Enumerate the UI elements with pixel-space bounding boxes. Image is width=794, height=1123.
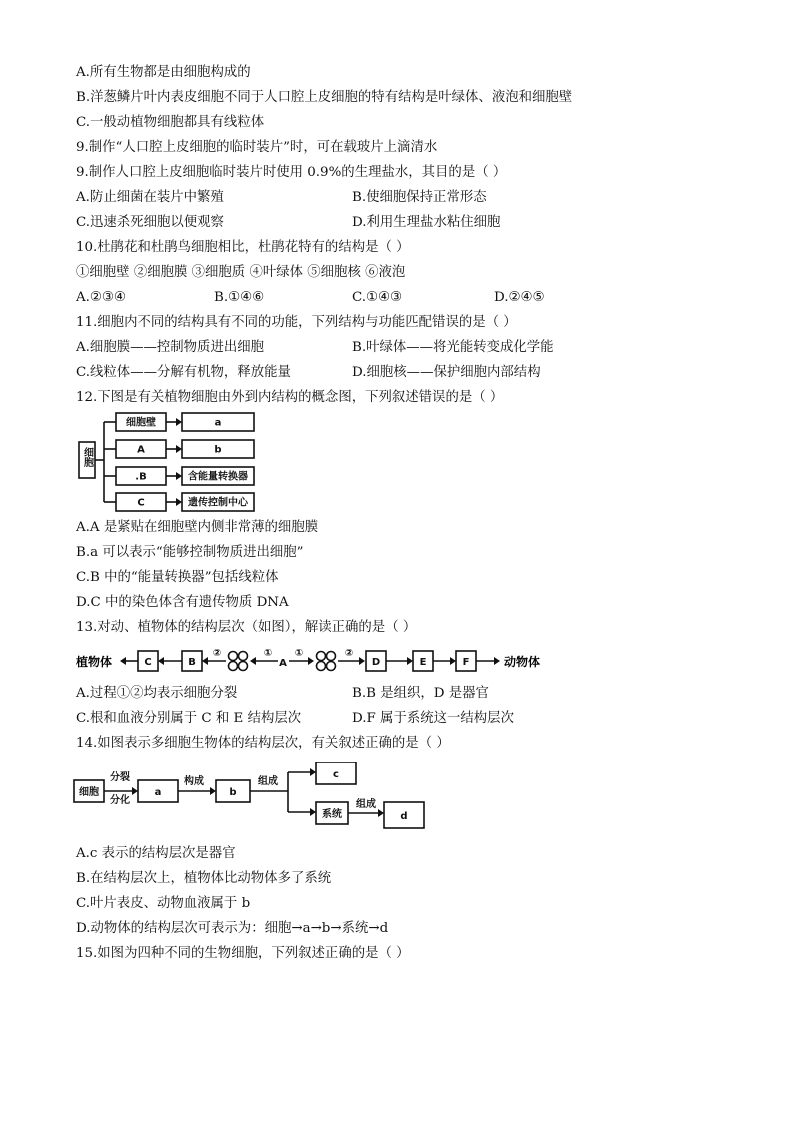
- compose-label: 构成: [184, 776, 204, 787]
- q13-hierarchy-diagram: [76, 644, 556, 678]
- q13-option-a[interactable]: A.过程①②均表示细胞分裂: [76, 686, 238, 701]
- q9-option-a[interactable]: A.防止细菌在装片中繁殖: [76, 190, 224, 205]
- mark-2-left: ②: [212, 648, 222, 659]
- q13-option-c[interactable]: C.根和血液分别属于 C 和 E 结构层次: [76, 711, 302, 726]
- q12-option-c[interactable]: C.B 中的“能量转换器”包括线粒体: [76, 570, 279, 585]
- question-13-stem: 13.对动、植物体的结构层次（如图），解读正确的是（ ）: [76, 620, 417, 635]
- mark-1-right: ①: [294, 648, 304, 659]
- q10-option-a[interactable]: A.②③④: [76, 290, 126, 305]
- q12-option-b[interactable]: B.a 可以表示“能够控制物质进出细胞”: [76, 545, 304, 560]
- box-c-label: C: [144, 657, 152, 668]
- q12-option-d[interactable]: D.C 中的染色体含有遗传物质 DNA: [76, 595, 289, 610]
- question-10-stem: 10.杜鹃花和杜鹃鸟细胞相比，杜鹃花特有的结构是（ ）: [76, 240, 410, 255]
- q10-items: ①细胞壁 ②细胞膜 ③细胞质 ④叶绿体 ⑤细胞核 ⑥液泡: [76, 265, 406, 280]
- q11-option-b[interactable]: B.叶绿体——将光能转变成化学能: [352, 340, 554, 355]
- q11-option-d[interactable]: D.细胞核——保护细胞内部结构: [352, 365, 541, 380]
- q14-hierarchy-diagram: [70, 762, 430, 834]
- q10-option-b[interactable]: B.①④⑥: [214, 290, 265, 305]
- q9-option-c[interactable]: C.迅速杀死细胞以便观察: [76, 215, 224, 230]
- target-energy-label: 含能量转换器: [188, 471, 248, 483]
- plant-body-label: 植物体: [76, 655, 113, 669]
- box-a-label: a: [154, 787, 162, 798]
- box-c-label: c: [333, 769, 339, 780]
- question-9-stem: 9.制作人口腔上皮细胞临时装片时使用 0.9%的生理盐水，其目的是（ ）: [76, 165, 507, 180]
- node-a-label: A: [137, 444, 145, 456]
- q14-option-d[interactable]: D.动物体的结构层次可表示为：细胞→a→b→系统→d: [76, 921, 389, 936]
- question-12-stem: 12.下图是有关植物细胞由外到内结构的概念图，下列叙述错误的是（ ）: [76, 390, 504, 405]
- q12-concept-diagram: [76, 410, 266, 514]
- cell-root-label: 细胞: [81, 447, 93, 467]
- box-b-label: B: [188, 657, 196, 668]
- node-c-label: C: [137, 497, 145, 509]
- box-b-label: b: [229, 787, 237, 798]
- form-label-2: 组成: [356, 799, 376, 810]
- q14-option-b[interactable]: B.在结构层次上，植物体比动物体多了系统: [76, 871, 332, 886]
- statement-line: C.一般动植物细胞都具有线粒体: [76, 115, 265, 130]
- form-label-1: 组成: [258, 776, 278, 787]
- node-cell-wall-label: 细胞壁: [126, 417, 156, 429]
- question-15-stem: 15.如图为四种不同的生物细胞，下列叙述正确的是（ ）: [76, 946, 410, 961]
- q11-option-c[interactable]: C.线粒体——分解有机物，释放能量: [76, 365, 291, 380]
- target-a-label: a: [214, 417, 222, 429]
- q13-option-b[interactable]: B.B 是组织，D 是器官: [352, 686, 489, 701]
- statement-line: A.所有生物都是由细胞构成的: [76, 65, 251, 80]
- q14-option-a[interactable]: A.c 表示的结构层次是器官: [76, 846, 236, 861]
- cell-group-right: [317, 652, 336, 671]
- question-11-stem: 11.细胞内不同的结构具有不同的功能，下列结构与功能匹配错误的是（ ）: [76, 315, 517, 330]
- question-14-stem: 14.如图表示多细胞生物体的结构层次，有关叙述正确的是（ ）: [76, 736, 450, 751]
- target-b-label: b: [214, 444, 222, 456]
- mark-1-left: ①: [263, 648, 273, 659]
- box-f-label: F: [462, 657, 470, 668]
- q10-option-d[interactable]: D.②④⑤: [494, 290, 545, 305]
- node-b-label: .B: [135, 471, 147, 483]
- q9-option-b[interactable]: B.使细胞保持正常形态: [352, 190, 487, 205]
- box-e-label: E: [419, 657, 427, 668]
- mark-2-right: ②: [344, 648, 354, 659]
- q13-option-d[interactable]: D.F 属于系统这一结构层次: [352, 711, 514, 726]
- q10-option-c[interactable]: C.①④③: [352, 290, 403, 305]
- cell-group-left: [229, 652, 248, 671]
- animal-body-label: 动物体: [504, 655, 541, 669]
- box-d-label: D: [371, 657, 381, 668]
- q9-option-d[interactable]: D.利用生理盐水粘住细胞: [352, 215, 501, 230]
- cell-box-label: 细胞: [79, 787, 99, 798]
- differentiate-label: 分化: [110, 795, 130, 806]
- q11-option-a[interactable]: A.细胞膜——控制物质进出细胞: [76, 340, 265, 355]
- target-genetic-label: 遗传控制中心: [188, 497, 248, 509]
- q14-option-c[interactable]: C.叶片表皮、动物血液属于 b: [76, 896, 251, 911]
- divide-label: 分裂: [110, 772, 130, 783]
- box-d-label: d: [400, 811, 408, 822]
- statement-line: B.洋葱鳞片叶内表皮细胞不同于人口腔上皮细胞的特有结构是叶绿体、液泡和细胞壁: [76, 90, 573, 105]
- label-a: A: [279, 658, 287, 669]
- q12-option-a[interactable]: A.A 是紧贴在细胞壁内侧非常薄的细胞膜: [76, 520, 319, 535]
- box-system-label: 系统: [322, 809, 342, 820]
- statement-line: 9.制作“人口腔上皮细胞的临时装片”时，可在载玻片上滴清水: [76, 140, 438, 155]
